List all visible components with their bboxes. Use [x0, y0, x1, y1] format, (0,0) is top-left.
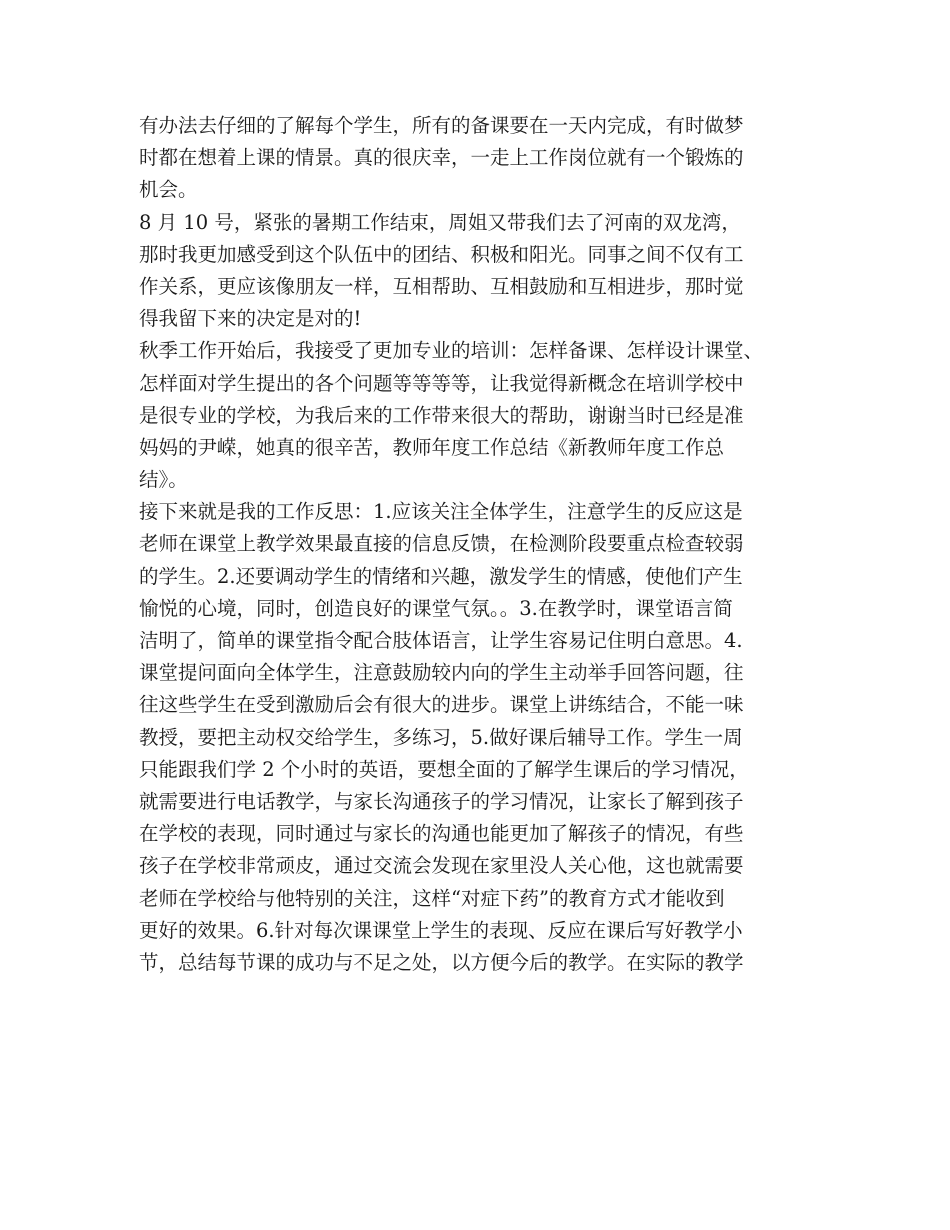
document-body: [139, 110, 829, 979]
text-line: 得我留下来的决定是对的!: [139, 307, 362, 331]
text-line: 作关系，更应该像朋友一样，互相帮助、互相鼓励和互相进步，那时觉: [139, 274, 744, 298]
text-line: 孩子在学校非常顽皮，通过交流会发现在家里没人关心他，这也就需要: [139, 854, 744, 878]
text-line: 洁明了，简单的课堂指令配合肢体语言，让学生容易记住明白意思。4.: [139, 629, 743, 652]
text-line: 只能跟我们学 2 个小时的英语，要想全面的了解学生课后的学习情况，: [139, 757, 749, 781]
text-line: 老师在学校给与他特别的关注，这样“对症下药”的教育方式才能收到: [139, 886, 725, 910]
text-line: 的学生。2.还要调动学生的情绪和兴趣，激发学生的情感，使他们产生: [139, 564, 743, 588]
text-line: 有办法去仔细的了解每个学生，所有的备课要在一天内完成，有时做梦: [139, 114, 744, 137]
text-line: 秋季工作开始后，我接受了更加专业的培训：怎样备课、怎样设计课堂、: [139, 339, 764, 363]
text-line: 接下来就是我的工作反思：1.应该关注全体学生，注意学生的反应这是: [139, 500, 743, 524]
text-line: 教授，要把主动权交给学生，多练习，5.做好课后辅导工作。学生一周: [139, 725, 743, 749]
text-line: 愉悦的心境，同时，创造良好的课堂气氛。。3.在教学时，课堂语言简: [139, 596, 733, 620]
text-line: 节，总结每节课的成功与不足之处，以方便今后的教学。在实际的教学: [139, 950, 744, 974]
text-line: 结》。: [139, 468, 188, 492]
text-line: 是很专业的学校，为我后来的工作带来很大的帮助，谢谢当时已经是准: [139, 403, 744, 427]
text-line: 怎样面对学生提出的各个问题等等等等，让我觉得新概念在培训学校中: [139, 371, 744, 395]
text-line: 那时我更加感受到这个队伍中的团结、积极和阳光。同事之间不仅有工: [139, 242, 744, 266]
text-line: 课堂提问面向全体学生，注意鼓励较内向的学生主动举手回答问题，往: [139, 661, 744, 685]
text-line: 老师在课堂上教学效果最直接的信息反馈，在检测阶段要重点检查较弱: [139, 532, 744, 556]
text-line: 往这些学生在受到激励后会有很大的进步。课堂上讲练结合，不能一味: [139, 693, 744, 717]
text-line: 在学校的表现，同时通过与家长的沟通也能更加了解孩子的情况，有些: [139, 822, 744, 846]
text-line: 8 月 10 号，紧张的暑期工作结束，周姐又带我们去了河南的双龙湾，: [139, 210, 741, 234]
text-line: 更好的效果。6.针对每次课课堂上学生的表现、反应在课后写好教学小: [139, 918, 743, 942]
text-line: 就需要进行电话教学，与家长沟通孩子的学习情况，让家长了解到孩子: [139, 789, 744, 813]
text-line: 机会。: [139, 178, 198, 202]
text-line: 时都在想着上课的情景。真的很庆幸，一走上工作岗位就有一个锻炼的: [139, 146, 744, 170]
text-line: 妈妈的尹嵘，她真的很辛苦，教师年度工作总结《新教师年度工作总: [139, 435, 725, 459]
